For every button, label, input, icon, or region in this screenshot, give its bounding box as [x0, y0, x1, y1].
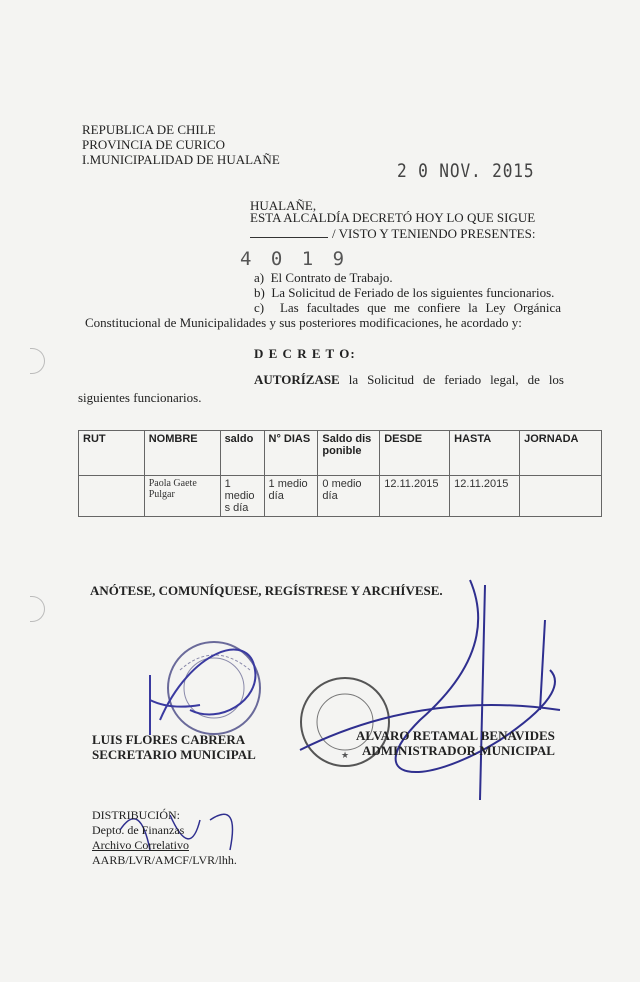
left-signatory	[92, 732, 256, 762]
left-signature	[150, 650, 255, 735]
distribution-block	[92, 808, 237, 868]
list-item	[254, 300, 561, 315]
intro-line-2-text: / VISTO Y TENIENDO PRESENTES:	[332, 226, 536, 241]
item-letter: a)	[254, 270, 265, 285]
item-text: Las facultades que me confiere la Ley Orgánica	[279, 300, 561, 315]
table-cell-shift	[520, 476, 602, 517]
left-signatory-name: LUIS FLORES CABRERA	[92, 732, 246, 747]
item-letter: c)	[254, 300, 265, 315]
closing-formula: ANÓTESE, COMUNÍQUESE, REGÍSTRESE Y ARCHÍVESE.	[90, 583, 443, 598]
table-cell-name: Paola Gaete Pulgar	[144, 476, 220, 517]
column-header: DESDE	[380, 431, 450, 476]
date-stamp: 2 0 NOV. 2015	[397, 160, 535, 182]
document-header	[82, 122, 280, 167]
distribution-line: Depto. de Finanzas	[92, 823, 185, 837]
header-line-republic: REPUBLICA DE CHILE	[82, 122, 216, 137]
column-header: N° DIAS	[264, 431, 318, 476]
item-letter: b)	[254, 285, 265, 300]
list-item	[254, 270, 393, 285]
list-item	[254, 285, 554, 300]
place-label: HUALAÑE,	[250, 198, 317, 213]
column-header: Saldo disponible	[318, 431, 380, 476]
table-cell-rut	[79, 476, 145, 517]
table-cell-saldo: 1 medio s día	[220, 476, 264, 517]
distribution-line: Archivo Correlativo	[92, 838, 189, 852]
table-cell-from: 12.11.2015	[380, 476, 450, 517]
distribution-line: AARB/LVR/AMCF/LVR/lhh.	[92, 853, 237, 867]
column-header: HASTA	[450, 431, 520, 476]
item-c-continuation: Constitucional de Municipalidades y sus posteriores modificaciones, he acordado y:	[85, 315, 522, 330]
column-header: NOMBRE	[144, 431, 220, 476]
punch-hole-top	[30, 348, 45, 374]
item-text: La Solicitud de Feriado de los siguientes funcionarios.	[271, 285, 555, 300]
table-row	[79, 476, 602, 517]
decreto-title: D E C R E T O:	[254, 346, 356, 361]
intro-line-2	[250, 226, 535, 241]
right-signature	[300, 580, 560, 800]
intro-line-1: ESTA ALCALDÍA DECRETÓ HOY LO QUE SIGUE	[250, 210, 536, 225]
decree-number: 4 0 1 9	[240, 248, 349, 270]
header-line-province: PROVINCIA DE CURICO	[82, 137, 226, 152]
header-line-municipality: I.MUNICIPALIDAD DE HUALAÑE	[82, 152, 280, 167]
table-cell-available: 0 medio día	[318, 476, 380, 517]
authorize-line	[254, 372, 564, 387]
column-header: saldo	[220, 431, 264, 476]
right-signatory-title: ADMINISTRADOR MUNICIPAL	[361, 743, 555, 758]
table-cell-days: 1 medio día	[264, 476, 318, 517]
authorize-text: la Solicitud de feriado legal, de los	[348, 372, 564, 387]
svg-text:★: ★	[340, 751, 350, 761]
authorize-line-2: siguientes funcionarios.	[78, 390, 202, 405]
right-signatory-name: ALVARO RETAMAL BENAVIDES	[356, 728, 555, 743]
column-header: JORNADA	[520, 431, 602, 476]
distribution-title: DISTRIBUCIÓN:	[92, 808, 181, 822]
item-text: El Contrato de Trabajo.	[270, 270, 393, 285]
right-signatory	[356, 728, 555, 758]
column-header: RUT	[79, 431, 145, 476]
left-signatory-title: SECRETARIO MUNICIPAL	[92, 747, 256, 762]
blank-line	[250, 237, 328, 238]
table-cell-to: 12.11.2015	[450, 476, 520, 517]
authorize-keyword: AUTORÍZASE	[254, 372, 340, 387]
table-header-row	[79, 431, 602, 476]
leave-table	[78, 430, 602, 517]
